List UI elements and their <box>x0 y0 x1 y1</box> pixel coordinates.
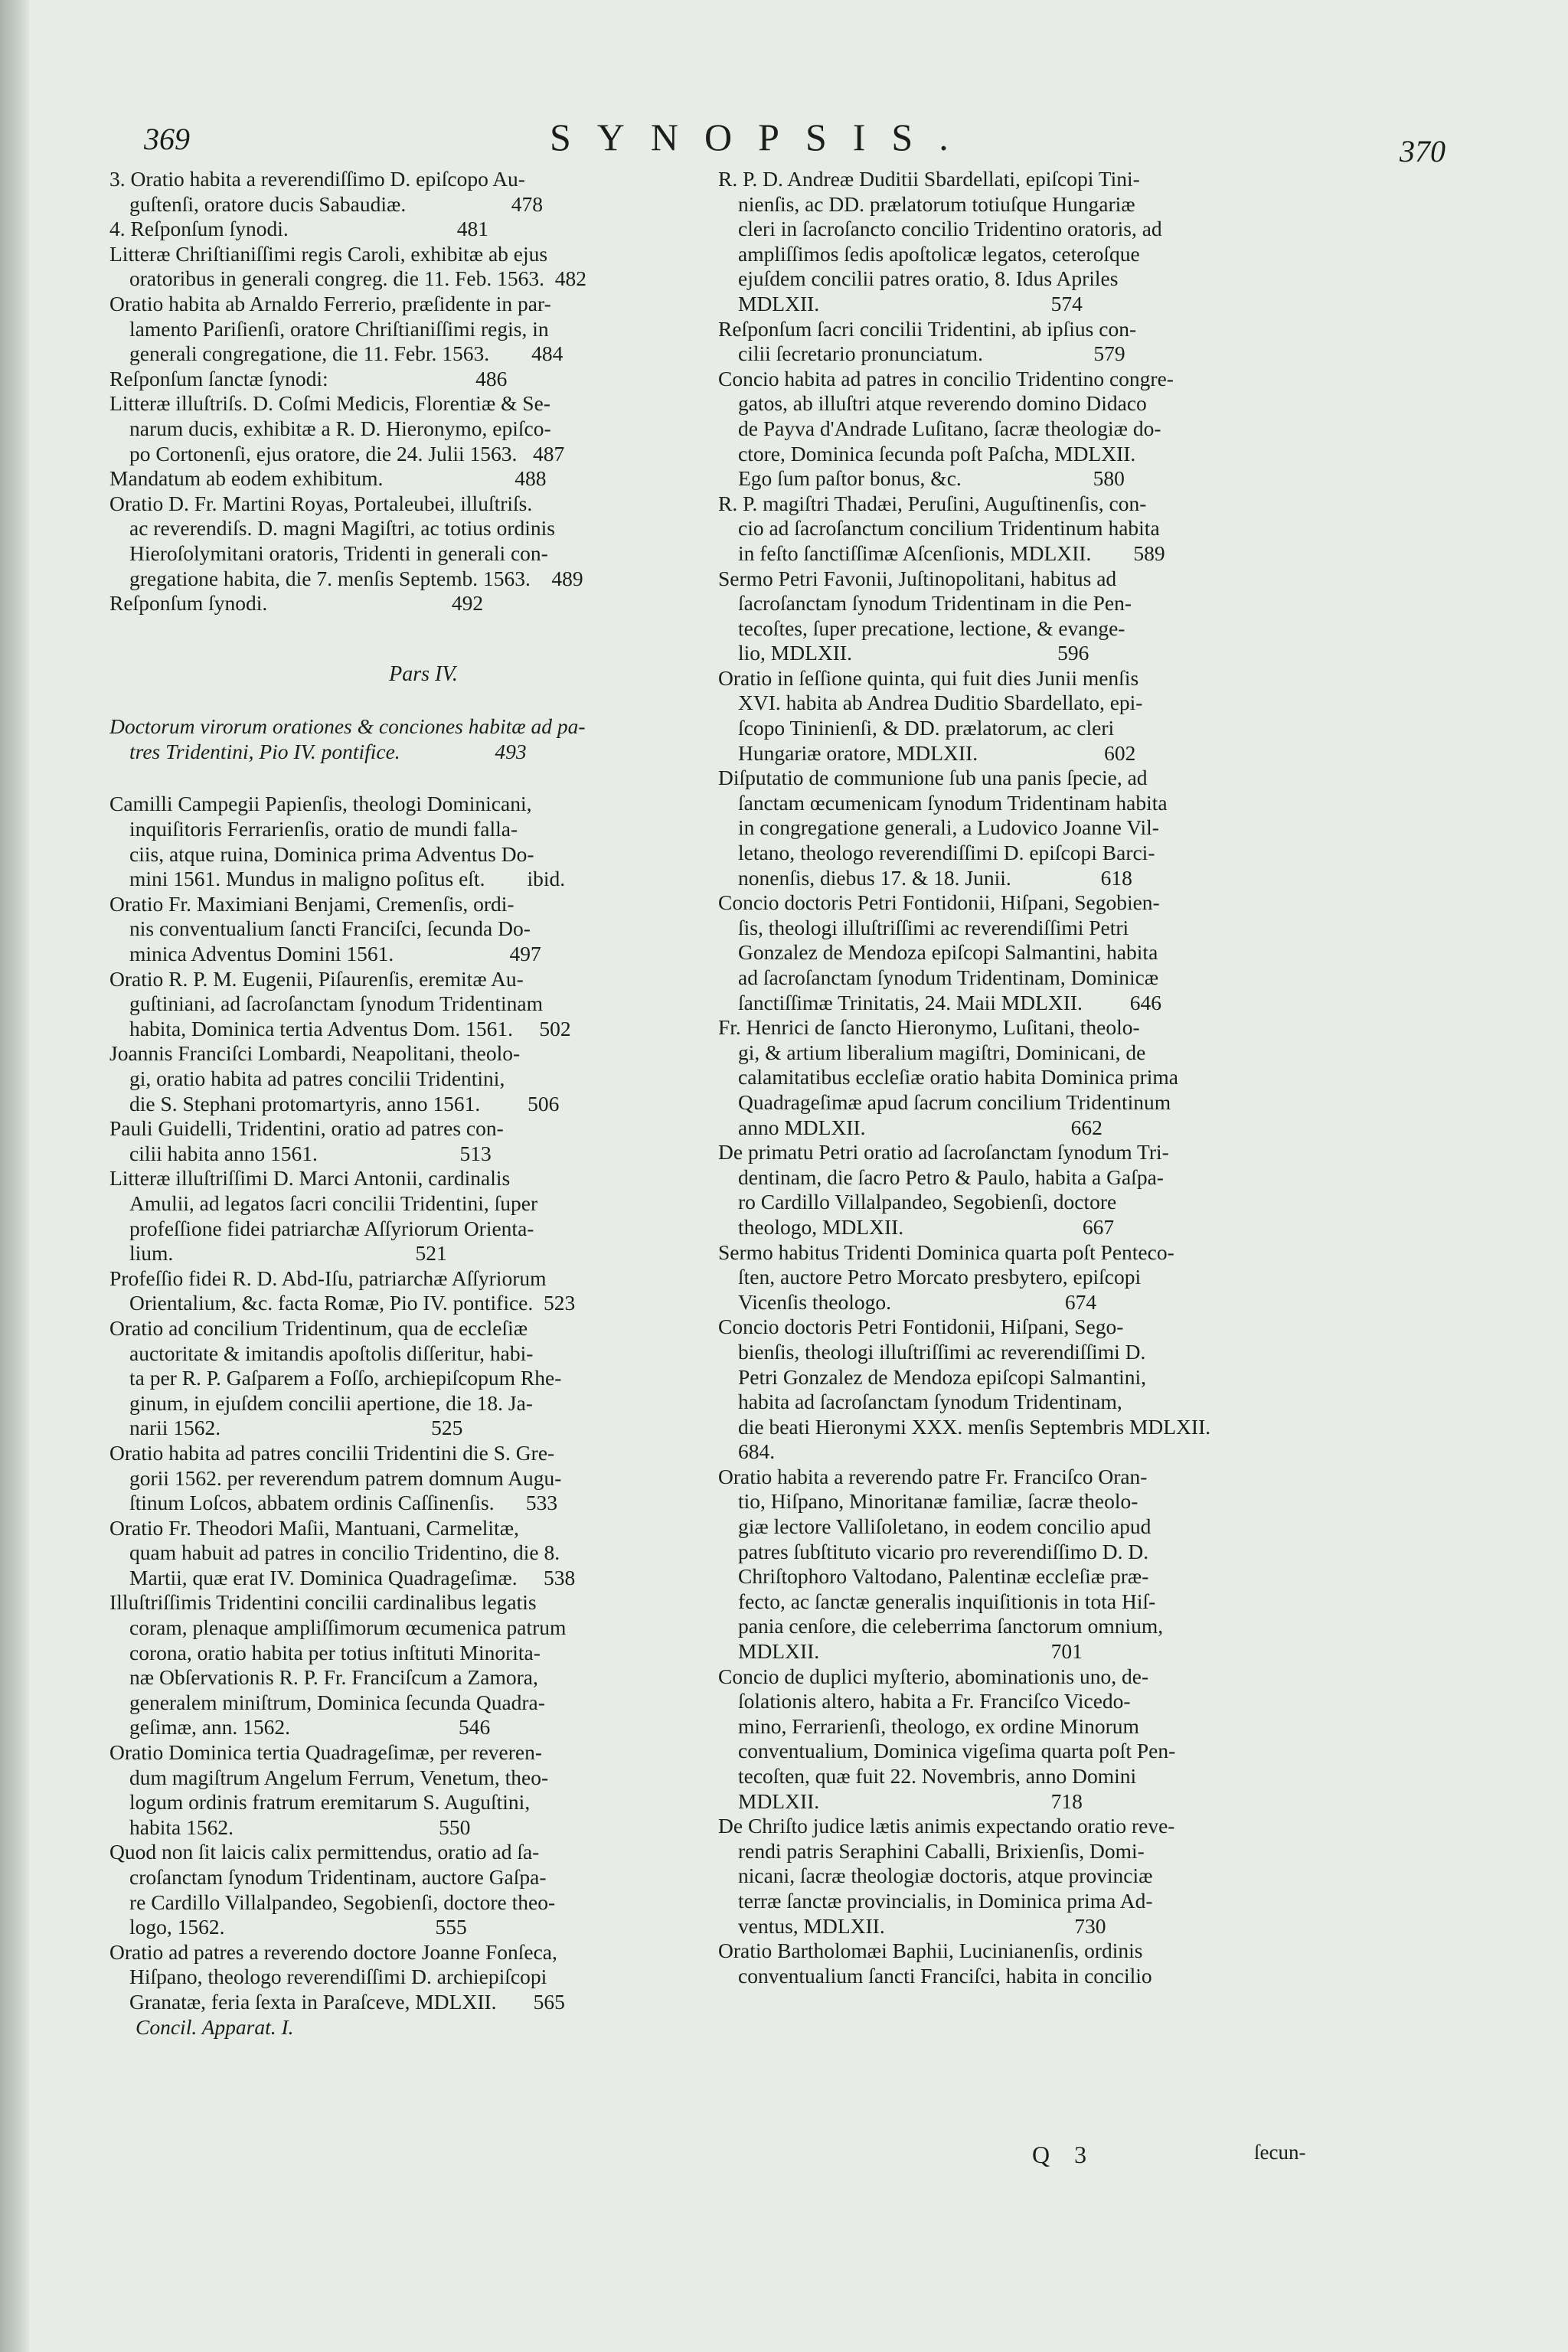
entry-line: Oratio Bartholomæi Baphii, Lucinianenſis, ordinis <box>718 1939 1143 1963</box>
entry-line: Sermo Petri Favonii, Juſtinopolitani, habitus ad <box>718 566 1117 590</box>
entry-line: ciis, atque ruina, Dominica prima Adventus Do- <box>129 841 534 866</box>
entry-line: logum ordinis fratrum eremitarum S. Auguſtini, <box>129 1790 531 1815</box>
entry-line: Chriſtophoro Valtodano, Palentinæ eccleſiæ præ- <box>738 1564 1149 1589</box>
index-entry <box>109 217 737 242</box>
index-entry <box>718 1664 1377 1815</box>
entry-line: po Cortonenſi, ejus oratore, die 24. Julii 1563. 487 <box>129 441 565 466</box>
part-rubric <box>109 714 737 764</box>
entry-line: MDLXII. 574 <box>738 291 1083 315</box>
index-entry <box>109 967 737 1042</box>
index-entry <box>718 317 1377 367</box>
rubric-line: tres Tridentini, Pio IV. pontifice. 493 <box>129 739 527 763</box>
entry-line: MDLXII. 718 <box>738 1788 1083 1813</box>
entry-line: R. P. D. Andreæ Duditii Sbardellati, epiſcopi Tini- <box>718 167 1140 191</box>
entry-line: Oratio Fr. Maximiani Benjami, Cremenſis, ordi- <box>109 891 514 916</box>
entry-line: Oratio habita ad patres concilii Tridentini die S. Gre- <box>109 1440 555 1465</box>
index-entry <box>718 367 1377 492</box>
index-entry <box>109 1041 737 1116</box>
index-entry <box>718 1240 1377 1315</box>
page-header <box>29 115 1568 168</box>
entry-line: lio, MDLXII. 596 <box>738 641 1089 665</box>
entry-line: ctore, Dominica ſecunda poſt Paſcha, MDLXII. <box>738 441 1136 466</box>
right-column <box>718 167 1377 1988</box>
entry-line: tio, Hiſpano, Minoritanæ familiæ, ſacræ theolo- <box>738 1489 1138 1514</box>
entry-line: fecto, ac ſanctæ generalis inquiſitionis in tota Hiſ- <box>738 1589 1156 1613</box>
entry-line: in congregatione generali, a Ludovico Joanne Vil- <box>738 815 1159 840</box>
entry-line: Granatæ, feria ſexta in Paraſceve, MDLXII. 565 <box>129 1989 565 2014</box>
entry-line: De Chriſto judice lætis animis expectando oratio reve- <box>718 1814 1175 1838</box>
entry-line: habita, Dominica tertia Adventus Dom. 1561. 502 <box>129 1016 571 1040</box>
entry-line: gregatione habita, die 7. menſis Septemb. 1563. 489 <box>129 566 583 590</box>
entry-line: croſanctam ſynodum Tridentinam, auctore Gaſpa- <box>129 1865 547 1889</box>
entry-line: Concio doctoris Petri Fontidonii, Hiſpani, Segobien- <box>718 890 1160 915</box>
entry-line: Profeſſio fidei R. D. Abd-Iſu, patriarchæ Aſſyriorum <box>109 1266 547 1290</box>
entry-line: MDLXII. 701 <box>738 1639 1083 1664</box>
entry-line: Illuſtriſſimis Tridentini concilii cardinalibus legatis <box>109 1590 537 1615</box>
index-entry <box>109 1316 737 1441</box>
index-entry <box>109 466 737 492</box>
entry-line: lamento Pariſienſi, oratore Chriſtianiſſimi regis, in <box>129 316 549 341</box>
entry-line: guſtenſi, oratore ducis Sabaudiæ. 478 <box>129 191 543 216</box>
index-entry <box>109 591 737 616</box>
entry-line: coram, plenaque ampliſſimorum œcumenica patrum <box>129 1615 567 1640</box>
index-entry <box>109 1516 737 1591</box>
entry-line: cilii ſecretario pronunciatum. 579 <box>738 341 1125 366</box>
entry-line: Vicenſis theologo. 674 <box>738 1289 1097 1314</box>
index-entry <box>109 1116 737 1166</box>
entry-line: XVI. habita ab Andrea Duditio Sbardellato, epi- <box>738 691 1143 715</box>
catchword: ſecun- <box>1254 2141 1306 2164</box>
entry-line: auctoritate & imitandis apoſtolis diſſeritur, habi- <box>129 1341 534 1365</box>
index-entry <box>109 292 737 367</box>
entry-line: nicani, ſacræ theologiæ doctoris, atque provinciæ <box>738 1864 1153 1888</box>
entry-line: Hiſpano, theologo reverendiſſimi D. archiepiſcopi <box>129 1965 547 1989</box>
entry-line: ſanctam œcumenicam ſynodum Tridentinam habita <box>738 790 1168 815</box>
entry-line: tecoſtes, ſuper precatione, lectione, & evange- <box>738 616 1125 640</box>
book-page <box>29 0 1568 2352</box>
entry-line: patres ſubſtituto vicario pro reverendiſſimo D. D. <box>738 1539 1149 1563</box>
entry-line: Concio habita ad patres in concilio Tridentino congre- <box>718 366 1174 390</box>
entry-line: Mandatum ab eodem exhibitum. 488 <box>109 466 547 491</box>
index-entry <box>718 167 1377 317</box>
index-entry <box>109 1840 737 1939</box>
entry-line: rendi patris Seraphini Caballi, Brixienſis, Domi- <box>738 1838 1145 1863</box>
entry-line: Martii, quæ erat IV. Dominica Quadrageſimæ. 538 <box>129 1565 576 1589</box>
entry-line: Fr. Henrici de ſancto Hieronymo, Luſitani, theolo- <box>718 1015 1140 1040</box>
entry-line: ſanctiſſimæ Trinitatis, 24. Maii MDLXII. 646 <box>738 990 1162 1014</box>
entry-line: mini 1561. Mundus in maligno poſitus eſt. ibid. <box>129 867 566 891</box>
index-entry <box>718 1939 1377 1988</box>
entry-line: 3. Oratio habita a reverendiſſimo D. epiſcopo Au- <box>109 167 525 191</box>
entry-line: Oratio in ſeſſione quinta, qui fuit dies Junii menſis <box>718 665 1139 690</box>
entry-line: Pauli Guidelli, Tridentini, oratio ad patres con- <box>109 1116 504 1141</box>
entry-line: Litteræ illuſtriſs. D. Coſmi Medicis, Florentiæ & Se- <box>109 391 550 416</box>
entry-line: minica Adventus Domini 1561. 497 <box>129 942 541 966</box>
entry-line: letano, theologo reverendiſſimi D. epiſcopi Barci- <box>738 841 1155 865</box>
entry-line: ſcopo Tininienſi, & DD. prælatorum, ac cleri <box>738 716 1115 740</box>
entry-line: 4. Reſponſum ſynodi. 481 <box>109 217 488 241</box>
entry-line: Litteræ Chriſtianiſſimi regis Caroli, exhibitæ ab ejus <box>109 241 548 266</box>
entry-line: lium. 521 <box>129 1241 447 1266</box>
entry-line: terræ ſanctæ provincialis, in Dominica prima Ad- <box>738 1888 1153 1913</box>
page-number-left: 369 <box>144 122 190 156</box>
index-entry <box>109 367 737 392</box>
entry-line: Litteræ illuſtriſſimi D. Marci Antonii, cardinalis <box>109 1166 511 1191</box>
entry-line: conventualium, Dominica vigeſima quarta poſt Pen- <box>738 1739 1176 1763</box>
entry-line: Oratio habita ab Arnaldo Ferrerio, præſidente in par- <box>109 291 551 315</box>
left-entries-part-iv <box>109 792 737 2014</box>
entry-line: Sermo habitus Tridenti Dominica quarta poſt Penteco- <box>718 1240 1174 1264</box>
entry-line: ſtinum Loſcos, abbatem ordinis Caſſinenſis. 533 <box>129 1491 558 1515</box>
entry-line: R. P. magiſtri Thadæi, Peruſini, Auguſtinenſis, con- <box>718 491 1147 515</box>
entry-line: guſtiniani, ad ſacroſanctam ſynodum Tridentinam <box>129 991 543 1016</box>
index-entry <box>109 892 737 967</box>
entry-line: Quod non ſit laicis calix permittendus, oratio ad ſa- <box>109 1840 540 1864</box>
index-entry <box>109 1166 737 1266</box>
index-entry <box>109 242 737 292</box>
entry-line: ſten, auctore Petro Morcato presbytero, epiſcopi <box>738 1265 1142 1289</box>
rubric-line: Doctorum virorum orationes & conciones habitæ ad pa- <box>109 714 586 739</box>
entry-line: ſis, theologi illuſtriſſimi ac reverendiſſimi Petri <box>738 915 1129 939</box>
index-entry <box>718 1140 1377 1240</box>
entry-line: ſolationis altero, habita a Fr. Franciſco Vicedo- <box>738 1689 1131 1713</box>
entry-line: Hieroſolymitani oratoris, Tridenti in generali con- <box>129 541 548 565</box>
entry-line: Hungariæ oratore, MDLXII. 602 <box>738 740 1136 765</box>
entry-line: Amulii, ad legatos ſacri concilii Tridentini, ſuper <box>129 1191 538 1215</box>
entry-line: Oratio D. Fr. Martini Royas, Portaleubei, illuſtriſs. <box>109 491 533 515</box>
index-entry <box>718 567 1377 666</box>
index-entry <box>109 1441 737 1516</box>
entry-line: Oratio ad concilium Tridentinum, qua de eccleſiæ <box>109 1315 528 1340</box>
entry-line: profeſſione fidei patriarchæ Aſſyriorum Orienta- <box>129 1216 534 1240</box>
entry-line: Oratio Dominica tertia Quadrageſimæ, per reveren- <box>109 1740 543 1765</box>
entry-line: conventualium ſancti Franciſci, habita in concilio <box>738 1963 1152 1988</box>
entry-line: gorii 1562. per reverendum patrem domnum Augu- <box>129 1465 562 1490</box>
running-title: SYNOPSIS. <box>550 116 975 158</box>
entry-line: corona, oratio habita per totius inſtituti Minorita- <box>129 1640 541 1664</box>
entry-line: anno MDLXII. 662 <box>738 1115 1102 1139</box>
entry-line: Oratio Fr. Theodori Maſii, Mantuani, Carmelitæ, <box>109 1515 519 1540</box>
entry-line: Gonzalez de Mendoza epiſcopi Salmantini, habita <box>738 940 1158 965</box>
entry-line: cio ad ſacroſanctum concilium Tridentinum habita <box>738 516 1160 541</box>
entry-line: die beati Hieronymi XXX. menſis Septembris MDLXII. <box>738 1414 1211 1439</box>
entry-line: Concio de duplici myſterio, abominationis uno, de- <box>718 1664 1149 1688</box>
entry-line: Joannis Franciſci Lombardi, Neapolitani, theolo- <box>109 1041 521 1066</box>
entry-line: næ Obſervationis R. P. Fr. Franciſcum a Zamora, <box>129 1665 538 1690</box>
left-entries <box>109 167 737 616</box>
entry-line: nis conventualium ſancti Franciſci, ſecunda Do- <box>129 916 531 941</box>
entry-line: giæ lectore Valliſoletano, in eodem concilio apud <box>738 1514 1152 1539</box>
entry-line: Orientalium, &c. facta Romæ, Pio IV. pontifice. 523 <box>129 1291 576 1315</box>
entry-line: tecoſten, quæ fuit 22. Novembris, anno Domini <box>738 1764 1137 1788</box>
index-entry <box>109 1266 737 1316</box>
entry-line: logo, 1562. 555 <box>129 1915 467 1939</box>
entry-line: in feſto ſanctiſſimæ Aſcenſionis, MDLXII. 589 <box>738 541 1165 565</box>
entry-line: De primatu Petri oratio ad ſacroſanctam ſynodum Tri- <box>718 1140 1169 1165</box>
page-number-right: 370 <box>1400 134 1446 168</box>
entry-line: habita ad ſacroſanctam ſynodum Tridentinam, <box>738 1390 1122 1414</box>
entry-line: Ego ſum paſtor bonus, &c. 580 <box>738 466 1125 491</box>
index-entry <box>718 1465 1377 1664</box>
entry-line: Reſponſum ſynodi. 492 <box>109 591 484 616</box>
index-entry <box>718 666 1377 766</box>
entry-line: de Payva d'Andrade Luſitano, ſacræ theologiæ do- <box>738 416 1161 440</box>
entry-line: ſacroſanctam ſynodum Tridentinam in die Pen- <box>738 591 1132 616</box>
index-entry <box>109 391 737 466</box>
index-entry <box>109 492 737 591</box>
entry-line: narum ducis, exhibitæ a R. D. Hieronymo, epiſco- <box>129 416 551 440</box>
entry-line: re Cardillo Villalpandeo, Segobienſi, doctore theo- <box>129 1890 556 1914</box>
entry-line: Concio doctoris Petri Fontidonii, Hiſpani, Sego- <box>718 1315 1124 1339</box>
binding-gutter <box>0 0 29 2352</box>
entry-line: narii 1562. 525 <box>129 1416 463 1440</box>
index-entry <box>109 1940 737 2015</box>
entry-line: bienſis, theologi illuſtriſſimi ac reverendiſſimi D. <box>738 1339 1146 1364</box>
index-entry <box>109 167 737 217</box>
index-entry <box>718 492 1377 567</box>
entry-line: generalem miniſtrum, Dominica ſecunda Quadra- <box>129 1690 545 1714</box>
entry-line: quam habuit ad patres in concilio Tridentino, die 8. <box>129 1540 560 1565</box>
index-entry <box>109 1590 737 1740</box>
entry-line: gi, & artium liberalium magiſtri, Dominicani, de <box>738 1040 1146 1064</box>
entry-line: gi, oratio habita ad patres concilii Tridentini, <box>129 1067 505 1090</box>
entry-line: Petri Gonzalez de Mendoza epiſcopi Salmantini, <box>738 1364 1147 1389</box>
entry-line: theologo, MDLXII. 667 <box>738 1214 1115 1239</box>
entry-line: die S. Stephani protomartyris, anno 1561. 506 <box>129 1091 560 1116</box>
right-entries <box>718 167 1377 1988</box>
entry-line: nonenſis, diebus 17. & 18. Junii. 618 <box>738 865 1132 890</box>
entry-line: Oratio habita a reverendo patre Fr. Franciſco Oran- <box>718 1464 1148 1488</box>
entry-line: Reſponſum ſanctæ ſynodi: 486 <box>109 366 508 390</box>
entry-line: mino, Ferrarienſi, theologo, ex ordine Minorum <box>738 1713 1139 1738</box>
entry-line: Camilli Campegii Papienſis, theologi Dominicani, <box>109 792 532 816</box>
entry-line: ad ſacroſanctam ſynodum Tridentinam, Dominicæ <box>738 965 1159 989</box>
entry-line: 684. <box>738 1439 776 1464</box>
entry-line: ac reverendiſs. D. magni Magiſtri, ac totius ordinis <box>129 516 555 541</box>
index-entry <box>718 1015 1377 1140</box>
entry-line: inquiſitoris Ferrarienſis, oratio de mundi falla- <box>129 817 518 841</box>
entry-line: calamitatibus eccleſiæ oratio habita Dominica prima <box>738 1065 1179 1089</box>
entry-line: generali congregatione, die 11. Febr. 1563. 484 <box>129 341 564 366</box>
entry-line: pania cenſore, die celeberrima ſanctorum omnium, <box>738 1614 1164 1638</box>
entry-line: geſimæ, ann. 1562. 546 <box>129 1715 491 1740</box>
entry-line: cleri in ſacroſancto concilio Tridentino oratoris, ad <box>738 217 1162 241</box>
entry-line: nienſis, ac DD. prælatorum totiuſque Hungariæ <box>738 191 1135 216</box>
footer-volume-label: Concil. Apparat. I. <box>136 2014 294 2039</box>
entry-line: ro Cardillo Villalpandeo, Segobienſi, doctore <box>738 1190 1117 1214</box>
index-entry <box>109 1740 737 1840</box>
entry-line: ampliſſimos ſedis apoſtolicæ legatos, ceteroſque <box>738 241 1140 266</box>
entry-line: dum magiſtrum Angelum Ferrum, Venetum, theo- <box>129 1765 549 1789</box>
entry-line: dentinam, die ſacro Petro & Paulo, habita a Gaſpa- <box>738 1165 1164 1189</box>
signature-mark: Q 3 <box>1032 2141 1096 2168</box>
entry-line: ta per R. P. Gaſparem a Foſſo, archiepiſcopum Rhe- <box>129 1366 562 1390</box>
entry-line: Reſponſum ſacri concilii Tridentini, ab ipſius con- <box>718 316 1137 341</box>
index-entry <box>718 766 1377 890</box>
entry-line: Oratio R. P. M. Eugenii, Piſaurenſis, eremitæ Au- <box>109 966 524 991</box>
entry-line: Quadrageſimæ apud ſacrum concilium Tridentinum <box>738 1089 1171 1114</box>
entry-line: oratoribus in generali congreg. die 11. Feb. 1563. 482 <box>129 266 586 291</box>
index-entry <box>109 792 737 891</box>
entry-line: gatos, ab illuſtri atque reverendo domino Didaco <box>738 391 1147 416</box>
left-column <box>109 167 737 2040</box>
entry-line: ginum, in ejuſdem concilii apertione, die 18. Ja- <box>129 1390 533 1415</box>
entry-line: Oratio ad patres a reverendo doctore Joanne Fonſeca, <box>109 1939 557 1964</box>
index-entry <box>718 890 1377 1015</box>
entry-line: habita 1562. 550 <box>129 1815 471 1839</box>
part-heading: Pars IV. <box>389 662 458 686</box>
entry-line: Diſputatio de communione ſub una panis ſpecie, ad <box>718 766 1148 790</box>
entry-line: cilii habita anno 1561. 513 <box>129 1141 492 1165</box>
index-entry <box>718 1814 1377 1939</box>
entry-line: ejuſdem concilii patres oratio, 8. Idus Apriles <box>738 266 1119 291</box>
index-entry <box>718 1315 1377 1465</box>
entry-line: ventus, MDLXII. 730 <box>738 1913 1106 1938</box>
